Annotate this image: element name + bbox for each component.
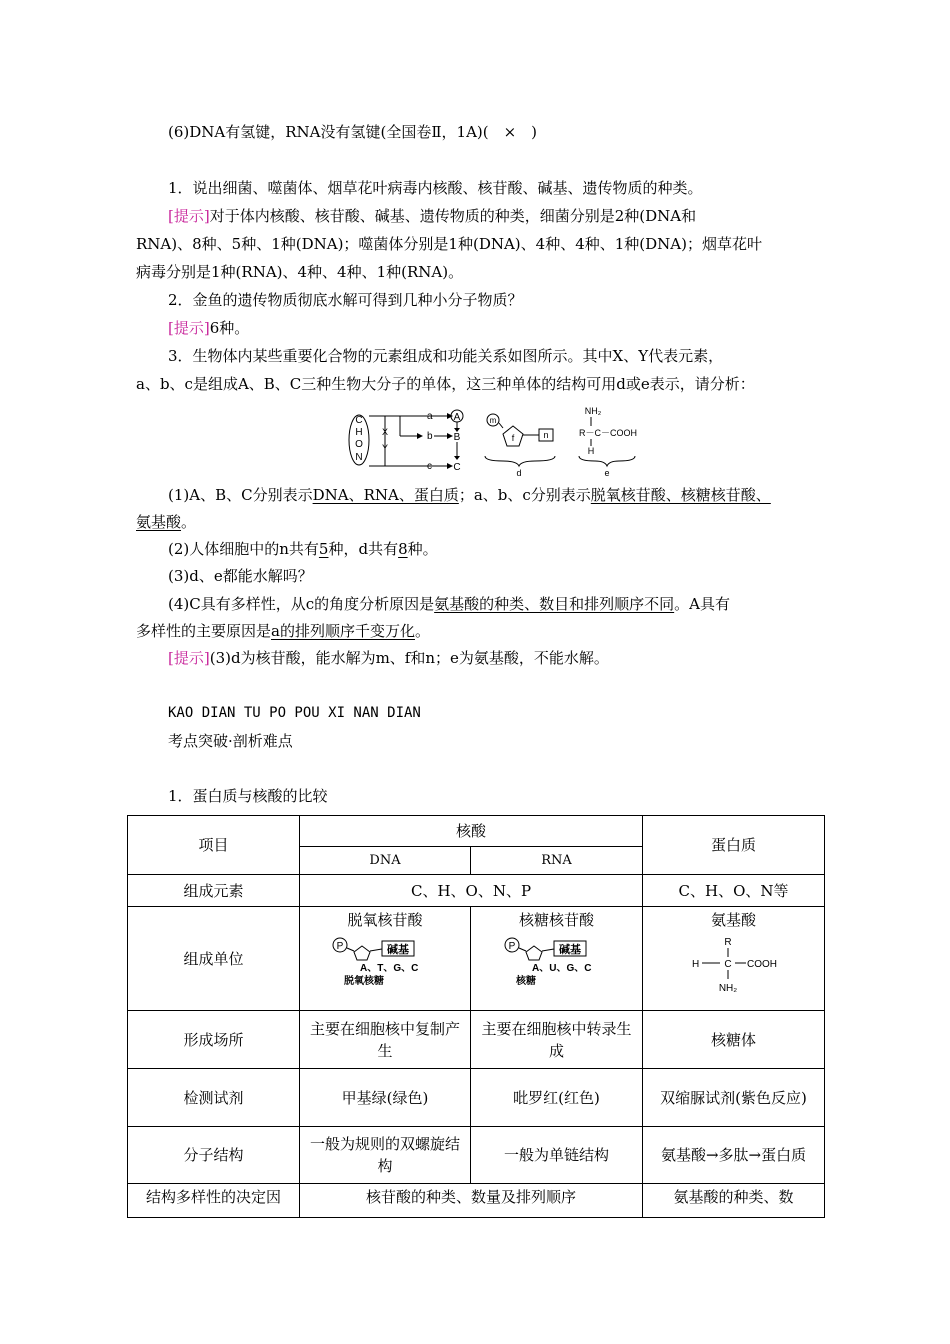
row-name: 组成元素 bbox=[128, 875, 300, 907]
answer-1-line2: RNA)、8种、5种、1种(DNA)；噬菌体分别是1种(DNA)、4种、4种、1种(DNA)；烟草花叶 bbox=[136, 235, 762, 253]
svg-text:NH₂: NH₂ bbox=[718, 983, 737, 994]
statement-6: (6)DNA有氢键，RNA没有氢键(全国卷Ⅱ，1A)( × ) bbox=[168, 123, 538, 141]
svg-text:A、T、G、C: A、T、G、C bbox=[360, 963, 419, 974]
svg-text:C: C bbox=[723, 959, 732, 970]
row-name: 组成单位 bbox=[128, 907, 300, 1011]
element-h: H bbox=[355, 427, 363, 438]
tip-label: [提示] bbox=[168, 319, 210, 337]
dna-unit-label: 脱氧核苷酸 bbox=[347, 911, 423, 929]
cell-protein: 氨基酸的种类、数 bbox=[643, 1184, 825, 1218]
svg-text:P: P bbox=[508, 941, 515, 952]
comparison-table bbox=[127, 815, 825, 1218]
e-nh2: NH₂ bbox=[584, 406, 602, 416]
svg-text:R: R bbox=[723, 937, 732, 948]
deoxynucleotide-structure bbox=[330, 935, 440, 987]
question-1: 1．说出细菌、噬菌体、烟草花叶病毒内核酸、核苷酸、碱基、遗传物质的种类。 bbox=[168, 179, 703, 197]
row-name: 形成场所 bbox=[128, 1011, 300, 1069]
tip-label: [提示] bbox=[168, 207, 210, 225]
sub-answer-1-line2: 氨基酸。 bbox=[136, 513, 197, 531]
macro-c: C bbox=[453, 462, 461, 473]
cell-amino-acid bbox=[643, 907, 825, 1011]
mono-b: b bbox=[427, 431, 433, 442]
question-2: 2．金鱼的遗传物质彻底水解可得到几种小分子物质？ bbox=[168, 291, 523, 309]
svg-text:核糖: 核糖 bbox=[515, 976, 536, 987]
answer-1-line3: 病毒分别是1种(RNA)、4种、4种、1种(RNA)。 bbox=[136, 263, 464, 281]
row-name: 分子结构 bbox=[128, 1127, 300, 1184]
table-row bbox=[128, 907, 825, 1011]
cell-dna: 甲基绿(绿色) bbox=[300, 1069, 471, 1127]
mono-a: a bbox=[427, 411, 433, 422]
amino-acid-label: 氨基酸 bbox=[711, 911, 757, 929]
answer-1-line1: [提示]对于体内核酸、核苷酸、碱基、遗传物质的种类，细菌分别是2种(DNA和 bbox=[168, 207, 697, 225]
compound-relationship-diagram bbox=[343, 404, 639, 480]
rna-unit-label: 核糖核苷酸 bbox=[519, 911, 595, 929]
macro-a: A bbox=[453, 412, 461, 423]
svg-text:H: H bbox=[691, 959, 699, 970]
label-y: Y bbox=[382, 443, 389, 453]
cell-rna: 一般为单链结构 bbox=[471, 1127, 643, 1184]
table-title: 1．蛋白质与核酸的比较 bbox=[168, 787, 328, 805]
cell-protein: 双缩脲试剂(紫色反应) bbox=[643, 1069, 825, 1127]
element-n: N bbox=[355, 452, 363, 463]
answer-3: [提示](3)d为核苷酸，能水解为m、f和n；e为氨基酸，不能水解。 bbox=[168, 649, 609, 667]
table-header-row bbox=[128, 816, 825, 847]
cell-nucleic: C、H、O、N、P bbox=[300, 875, 643, 907]
table-row bbox=[128, 1011, 825, 1069]
part-m: m bbox=[489, 416, 497, 425]
header-protein: 蛋白质 bbox=[643, 816, 825, 875]
cell-protein: 核糖体 bbox=[643, 1011, 825, 1069]
table-row bbox=[128, 875, 825, 907]
svg-text:P: P bbox=[336, 941, 344, 952]
section-heading: 考点突破·剖析难点 bbox=[168, 732, 293, 750]
sub-answer-1-line1: (1)A、B、C分别表示DNA、RNA、蛋白质；a、b、c分别表示脱氧核苷酸、核糖核苷酸、 bbox=[168, 486, 771, 504]
element-c: C bbox=[355, 415, 363, 426]
cell-protein: 氨基酸→多肽→蛋白质 bbox=[643, 1127, 825, 1184]
ribonucleotide-structure bbox=[502, 935, 612, 987]
table-row bbox=[128, 1127, 825, 1184]
cell-dna: 主要在细胞核中复制产生 bbox=[300, 1011, 471, 1069]
part-n: n bbox=[543, 430, 549, 440]
e-h: H bbox=[587, 446, 595, 456]
header-item: 项目 bbox=[128, 816, 300, 875]
label-x: X bbox=[382, 427, 389, 437]
pinyin-heading: KAO DIAN TU PO POU XI NAN DIAN bbox=[168, 705, 421, 721]
row-name: 检测试剂 bbox=[128, 1069, 300, 1127]
sub-answer-4-line1: (4)C具有多样性，从c的角度分析原因是氨基酸的种类、数目和排列顺序不同。A具有 bbox=[168, 595, 730, 613]
sub-answer-4-line2: 多样性的主要原因是a的排列顺序千变万化。 bbox=[136, 622, 430, 640]
cell-rna: 主要在细胞核中转录生成 bbox=[471, 1011, 643, 1069]
macro-b: B bbox=[453, 432, 461, 443]
label-e: e bbox=[604, 468, 610, 478]
svg-text:COOH: COOH bbox=[746, 959, 777, 970]
sub-answer-2: (2)人体细胞中的n共有5种，d共有8种。 bbox=[168, 540, 438, 558]
cell-dna-unit bbox=[300, 907, 471, 1011]
header-nucleic-acid: 核酸 bbox=[300, 816, 643, 847]
question-3-line1: 3．生物体内某些重要化合物的元素组成和功能关系如图所示。其中X、Y代表元素， bbox=[168, 347, 724, 365]
svg-text:碱基: 碱基 bbox=[387, 944, 409, 956]
row-name: 结构多样性的决定因 bbox=[128, 1184, 300, 1218]
svg-text:A、U、G、C: A、U、G、C bbox=[531, 963, 591, 974]
cell-protein: C、H、O、N等 bbox=[643, 875, 825, 907]
mono-c: c bbox=[427, 461, 432, 472]
element-o: O bbox=[355, 439, 363, 450]
table-row bbox=[128, 1069, 825, 1127]
table-row bbox=[128, 1184, 825, 1218]
answer-2: [提示]6种。 bbox=[168, 319, 250, 337]
sub-question-3: (3)d、e都能水解吗？ bbox=[168, 567, 313, 585]
amino-acid-structure bbox=[684, 935, 784, 1001]
cell-dna: 一般为规则的双螺旋结构 bbox=[300, 1127, 471, 1184]
header-rna: RNA bbox=[471, 847, 643, 875]
question-3-line2: a、b、c是组成A、B、C三种生物大分子的单体，这三种单体的结构可用d或e表示，请分析： bbox=[136, 375, 755, 393]
tip-label: [提示] bbox=[168, 649, 210, 667]
header-dna: DNA bbox=[300, 847, 471, 875]
cell-nucleic: 核苷酸的种类、数量及排列顺序 bbox=[300, 1184, 643, 1218]
e-main: R－C－COOH bbox=[579, 428, 637, 438]
part-f: f bbox=[511, 433, 515, 443]
svg-text:碱基: 碱基 bbox=[558, 944, 581, 956]
label-d: d bbox=[516, 468, 522, 478]
cell-rna-unit bbox=[471, 907, 643, 1011]
svg-text:脱氧核糖: 脱氧核糖 bbox=[344, 976, 384, 987]
cell-rna: 吡罗红(红色) bbox=[471, 1069, 643, 1127]
